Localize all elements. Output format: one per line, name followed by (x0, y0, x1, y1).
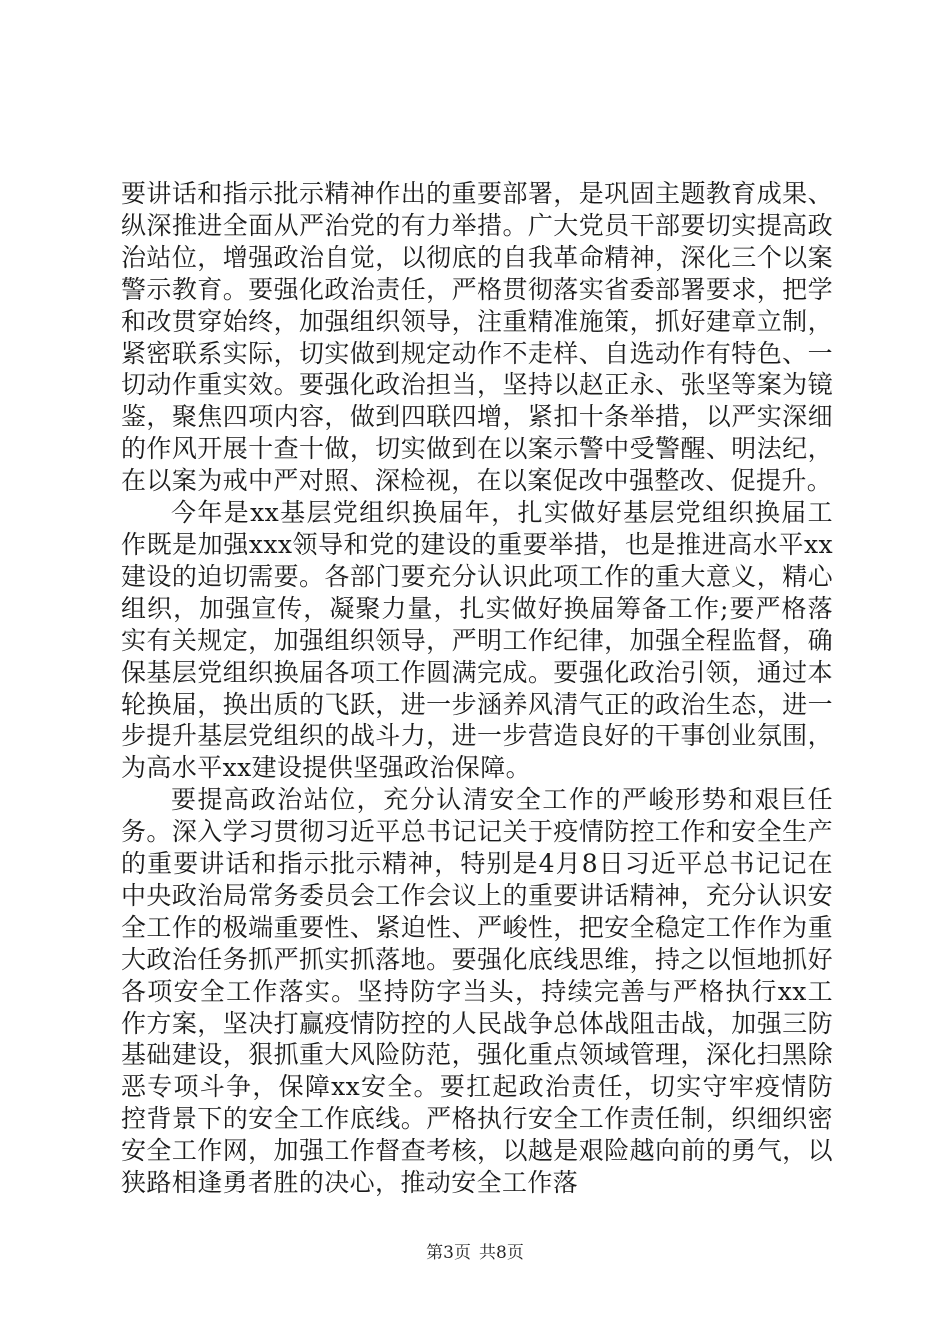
paragraph-2: 今年是xx基层党组织换届年，扎实做好基层党组织换届工作既是加强xxx领导和党的建设的重要举措，也是推进高水平xx建设的迫切需要。各部门要充分认识此项工作的重大意义，精心组织，加强宣传，凝聚力量，扎实做好换届筹备工作;要严格落实有关规定，加强组织领导，严明工作纪律，加强全程监督，确保基层党组织换届各项工作圆满完成。要强化政治引领，通过本轮换届，换出质的飞跃，进一步涵养风清气正的政治生态，进一步提升基层党组织的战斗力，进一步营造良好的干事创业氛围，为高水平xx建设提供坚强政治保障。 (121, 498, 833, 783)
document-body (121, 178, 833, 1199)
paragraph-1: 要讲话和指示批示精神作出的重要部署，是巩固主题教育成果、纵深推进全面从严治党的有力举措。广大党员干部要切实提高政治站位，增强政治自觉，以彻底的自我革命精神，深化三个以案警示教育。要强化政治责任，严格贯彻落实省委部署要求，把学和改贯穿始终，加强组织领导，注重精准施策，抓好建章立制，紧密联系实际，切实做到规定动作不走样、自选动作有特色、一切动作重实效。要强化政治担当，坚持以赵正永、张坚等案为镜鉴，聚焦四项内容，做到四联四增，紧扣十条举措，以严实深细的作风开展十查十做，切实做到在以案示警中受警醒、明法纪，在以案为戒中严对照、深检视，在以案促改中强整改、促提升。 (121, 179, 833, 496)
paragraph-3: 要提高政治站位，充分认清安全工作的严峻形势和艰巨任务。深入学习贯彻习近平总书记记关于疫情防控工作和安全生产的重要讲话和指示批示精神，特别是4月8日习近平总书记记在中央政治局常务委员会工作会议上的重要讲话精神，充分认识安全工作的极端重要性、紧迫性、严峻性，把安全稳定工作作为重大政治任务抓严抓实抓落地。要强化底线思维，持之以恒地抓好各项安全工作落实。坚持防字当头，持续完善与严格执行xx工作方案，坚决打赢疫情防控的人民战争总体战阻击战，加强三防基础建设，狠抓重大风险防范，强化重点领域管理，深化扫黑除恶专项斗争，保障xx安全。要扛起政治责任，切实守牢疫情防控背景下的安全工作底线。严格执行安全工作责任制，织细织密安全工作网，加强工作督查考核，以越是艰险越向前的勇气，以狭路相逢勇者胜的决心，推动安全工作落 (121, 785, 833, 1198)
page-number: 第3页 (426, 1243, 471, 1263)
page-footer (0, 1238, 950, 1263)
page-total: 共8页 (479, 1243, 524, 1263)
